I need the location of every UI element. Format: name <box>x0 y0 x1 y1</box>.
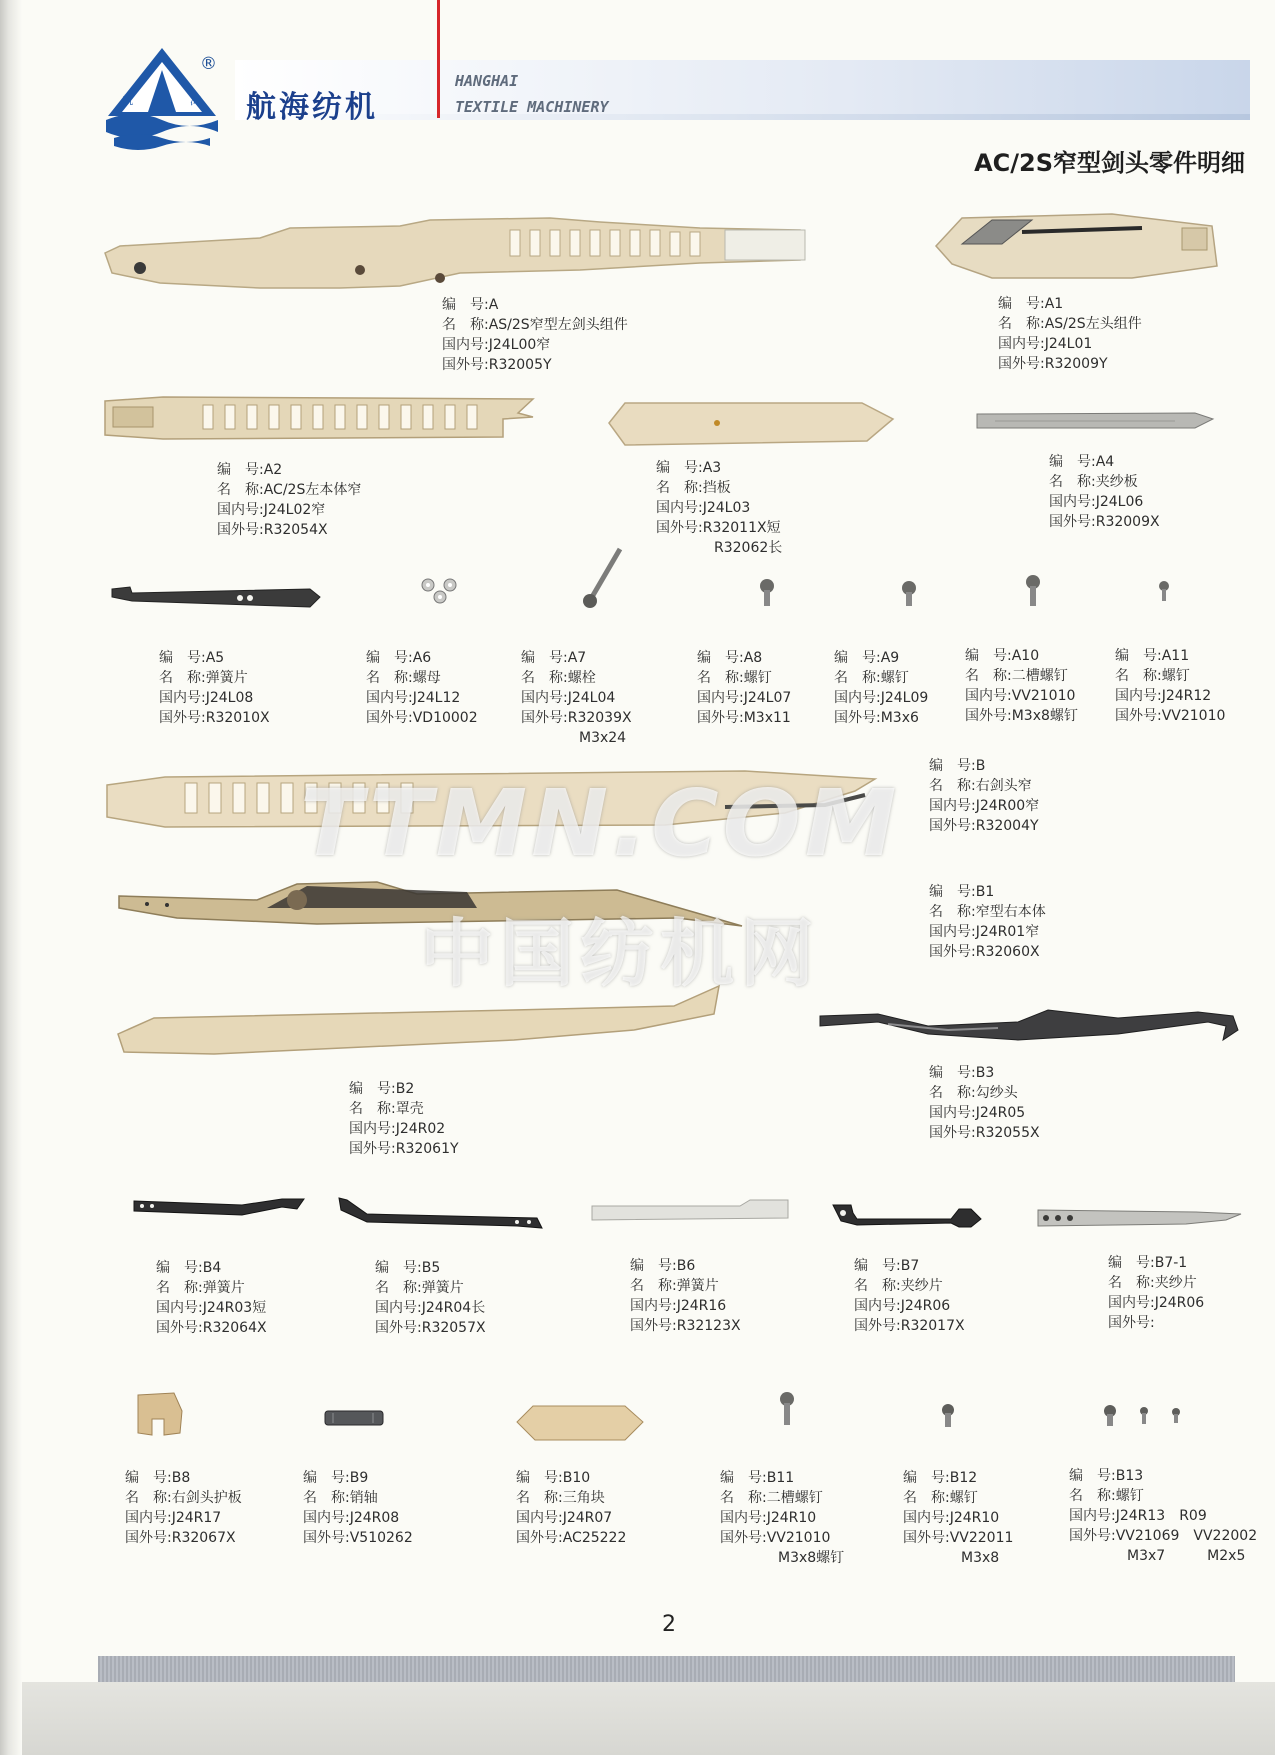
part-foreign-no: 国外号:R32061Y <box>349 1141 459 1157</box>
footer-shade <box>22 1682 1275 1755</box>
part-foreign-no: 国外号:AC25222 <box>516 1530 627 1546</box>
part-foreign-no-extra: M3x7 M2x5 <box>1127 1548 1246 1564</box>
part-image-A11 <box>1154 580 1174 604</box>
part-info-B6 <box>630 1256 741 1336</box>
part-foreign-no-extra: M3x8螺钉 <box>778 1550 845 1566</box>
part-name: 名 称:挡板 <box>656 480 731 496</box>
part-id: 编 号:A10 <box>965 648 1040 664</box>
part-domestic-no: 国内号:J24L12 <box>366 690 461 706</box>
part-name: 名 称:螺栓 <box>521 670 596 686</box>
part-foreign-no: 国外号:R32054X <box>217 522 328 538</box>
part-id: 编 号:B7-1 <box>1108 1255 1188 1271</box>
part-info-B7 <box>854 1256 965 1336</box>
part-foreign-no-extra: R32062长 <box>714 540 783 556</box>
part-id: 编 号:B12 <box>903 1470 978 1486</box>
part-image-B9 <box>323 1409 385 1429</box>
registered-mark: ® <box>200 54 217 74</box>
part-foreign-no: 国外号:R32009X <box>1049 514 1160 530</box>
part-domestic-no: 国内号:J24R00窄 <box>929 798 1040 814</box>
part-foreign-no: 国外号:M3x6 <box>834 710 919 726</box>
part-name: 名 称:二槽螺钉 <box>720 1490 823 1506</box>
brand-name-en-line2: TEXTILE MACHINERY <box>455 98 609 116</box>
part-info-B12 <box>903 1468 1013 1568</box>
part-name: 名 称:螺母 <box>366 670 441 686</box>
part-name: 名 称:夹纱片 <box>854 1278 943 1294</box>
part-info-B4 <box>156 1258 267 1338</box>
part-image-B11 <box>775 1391 799 1427</box>
part-name: 名 称:右剑头窄 <box>929 778 1032 794</box>
part-id: 编 号:A9 <box>834 650 900 666</box>
part-domestic-no: 国内号:J24R06 <box>854 1298 951 1314</box>
part-domestic-no: 国内号:J24R01窄 <box>929 924 1040 940</box>
part-info-A10 <box>965 646 1078 726</box>
part-domestic-no: 国内号:J24L07 <box>697 690 792 706</box>
part-image-A4 <box>975 410 1215 432</box>
part-domestic-no: 国内号:J24L08 <box>159 690 254 706</box>
part-name: 名 称:三角块 <box>516 1490 605 1506</box>
part-id: 编 号:A8 <box>697 650 763 666</box>
part-id: 编 号:A7 <box>521 650 587 666</box>
part-name: 名 称:右剑头护板 <box>125 1490 242 1506</box>
part-name: 名 称:螺钉 <box>834 670 909 686</box>
part-foreign-no: 国外号:R32060X <box>929 944 1040 960</box>
logo-char-left: 航 <box>122 94 133 107</box>
part-id: 编 号:B3 <box>929 1065 995 1081</box>
part-domestic-no: 国内号:J24R17 <box>125 1510 222 1526</box>
part-name: 名 称:螺钉 <box>1069 1488 1144 1504</box>
part-info-B1 <box>929 882 1046 962</box>
part-image-B4 <box>132 1195 307 1229</box>
part-domestic-no: 国内号:J24L00窄 <box>442 337 551 353</box>
part-info-A5 <box>159 648 270 728</box>
part-image-B10 <box>515 1402 645 1444</box>
header-red-divider <box>437 0 440 118</box>
page-title: AC/2S窄型剑头零件明细 <box>974 149 1245 177</box>
header-bar <box>235 60 1250 120</box>
part-id: 编 号:B2 <box>349 1081 415 1097</box>
part-id: 编 号:A5 <box>159 650 225 666</box>
brand-name-en <box>455 68 609 120</box>
part-domestic-no: 国内号:J24R06 <box>1108 1295 1205 1311</box>
part-info-A11 <box>1115 646 1225 726</box>
watermark-en: TTMN.COM <box>300 770 901 877</box>
part-domestic-no: 国内号:J24L01 <box>998 336 1093 352</box>
part-foreign-no: 国外号: <box>1108 1315 1155 1331</box>
brand-name-en-line1: HANGHAI <box>455 72 519 90</box>
part-info-B7-1 <box>1108 1253 1204 1333</box>
part-name: 名 称:夹纱片 <box>1108 1275 1197 1291</box>
part-name: 名 称:勾纱头 <box>929 1085 1018 1101</box>
part-info-A8 <box>697 648 791 728</box>
part-info-A4 <box>1049 452 1160 532</box>
part-domestic-no: 国内号:J24R10 <box>903 1510 1000 1526</box>
part-domestic-no: 国内号:J24R08 <box>303 1510 400 1526</box>
part-foreign-no: 国外号:M3x8螺钉 <box>965 708 1078 724</box>
part-domestic-no: 国内号:VV21010 <box>965 688 1076 704</box>
part-id: 编 号:B1 <box>929 884 995 900</box>
part-foreign-no: 国外号:R32010X <box>159 710 270 726</box>
part-domestic-no: 国内号:J24R04长 <box>375 1300 486 1316</box>
part-id: 编 号:B5 <box>375 1260 441 1276</box>
part-image-B6 <box>590 1198 790 1226</box>
part-foreign-no: 国外号:VV21010 <box>1115 708 1226 724</box>
part-name: 名 称:AS/2S窄型左剑头组件 <box>442 317 628 333</box>
part-info-B10 <box>516 1468 626 1548</box>
part-info-B13 <box>1069 1466 1257 1566</box>
part-foreign-no: 国外号:R32039X <box>521 710 632 726</box>
part-id: 编 号:B <box>929 758 986 774</box>
part-info-A6 <box>366 648 478 728</box>
part-foreign-no: 国外号:R32055X <box>929 1125 1040 1141</box>
part-domestic-no: 国内号:J24L04 <box>521 690 616 706</box>
part-image-B8 <box>134 1391 186 1437</box>
part-domestic-no: 国内号:J24L06 <box>1049 494 1144 510</box>
part-info-B3 <box>929 1063 1040 1143</box>
part-name: 名 称:销轴 <box>303 1490 378 1506</box>
part-name: 名 称:AC/2S左本体窄 <box>217 482 362 498</box>
part-image-A9 <box>896 580 922 610</box>
part-domestic-no: 国内号:J24R02 <box>349 1121 446 1137</box>
part-id: 编 号:B7 <box>854 1258 920 1274</box>
part-id: 编 号:B10 <box>516 1470 591 1486</box>
part-name: 名 称:弹簧片 <box>159 670 248 686</box>
part-name: 名 称:夹纱板 <box>1049 474 1138 490</box>
part-id: 编 号:A11 <box>1115 648 1190 664</box>
part-domestic-no: 国内号:J24R13 R09 <box>1069 1508 1207 1524</box>
part-info-B8 <box>125 1468 242 1548</box>
part-id: 编 号:B13 <box>1069 1468 1144 1484</box>
brand-name-cn: 航海纺机 <box>246 90 378 125</box>
part-name: 名 称:弹簧片 <box>156 1280 245 1296</box>
part-foreign-no-extra: M3x24 <box>579 730 627 746</box>
part-image-A8 <box>754 578 780 608</box>
part-foreign-no: 国外号:VV21069 VV22002 <box>1069 1528 1258 1544</box>
part-id: 编 号:B11 <box>720 1470 795 1486</box>
part-foreign-no: 国外号:R32064X <box>156 1320 267 1336</box>
part-name: 名 称:弹簧片 <box>630 1278 719 1294</box>
part-domestic-no: 国内号:J24L09 <box>834 690 929 706</box>
part-id: 编 号:B4 <box>156 1260 222 1276</box>
part-image-B13 <box>1100 1404 1186 1428</box>
part-id: 编 号:A2 <box>217 462 283 478</box>
part-image-A6 <box>418 575 463 605</box>
part-image-B7-1 <box>1036 1208 1244 1230</box>
part-info-B11 <box>720 1468 844 1568</box>
page-edge-shadow <box>0 0 22 1755</box>
part-info-B5 <box>375 1258 486 1338</box>
part-domestic-no: 国内号:J24L02窄 <box>217 502 326 518</box>
part-name: 名 称:罩壳 <box>349 1101 424 1117</box>
part-image-A <box>100 208 810 296</box>
part-image-B7 <box>831 1203 983 1231</box>
part-image-A1 <box>932 206 1222 284</box>
part-name: 名 称:窄型右本体 <box>929 904 1046 920</box>
part-info-B <box>929 756 1039 836</box>
part-foreign-no: 国外号:V510262 <box>303 1530 413 1546</box>
part-foreign-no: 国外号:M3x11 <box>697 710 791 726</box>
part-foreign-no-extra: M3x8 <box>961 1550 1000 1566</box>
part-foreign-no: 国外号:R32011X短 <box>656 520 781 536</box>
part-info-B2 <box>349 1079 459 1159</box>
part-image-A2 <box>103 393 538 443</box>
part-info-A3 <box>656 458 782 558</box>
part-info-A9 <box>834 648 928 728</box>
part-image-B3 <box>818 1004 1243 1050</box>
part-domestic-no: 国内号:J24R03短 <box>156 1300 267 1316</box>
part-name: 名 称:二槽螺钉 <box>965 668 1068 684</box>
part-foreign-no: 国外号:R32067X <box>125 1530 236 1546</box>
part-id: 编 号:B9 <box>303 1470 369 1486</box>
part-info-A <box>442 295 628 375</box>
part-info-A2 <box>217 460 361 540</box>
part-domestic-no: 国内号:J24R05 <box>929 1105 1026 1121</box>
part-domestic-no: 国内号:J24R07 <box>516 1510 613 1526</box>
part-id: 编 号:A4 <box>1049 454 1115 470</box>
part-info-B9 <box>303 1468 413 1548</box>
part-domestic-no: 国内号:J24R16 <box>630 1298 727 1314</box>
footer-bar <box>98 1656 1235 1682</box>
part-foreign-no: 国外号:R32123X <box>630 1318 741 1334</box>
part-info-A7 <box>521 648 632 748</box>
part-domestic-no: 国内号:J24R10 <box>720 1510 817 1526</box>
part-domestic-no: 国内号:J24L03 <box>656 500 751 516</box>
page-number: 2 <box>662 1612 676 1637</box>
part-name: 名 称:弹簧片 <box>375 1280 464 1296</box>
part-id: 编 号:A <box>442 297 499 313</box>
part-image-B12 <box>937 1403 959 1429</box>
part-image-A3 <box>607 399 895 449</box>
part-foreign-no: 国外号:R32057X <box>375 1320 486 1336</box>
part-foreign-no: 国外号:R32005Y <box>442 357 552 373</box>
logo-char-right: 海 <box>190 94 201 107</box>
watermark-cn: 中国纺机网 <box>420 911 820 997</box>
part-info-A1 <box>998 294 1142 374</box>
part-name: 名 称:螺钉 <box>697 670 772 686</box>
part-foreign-no: 国外号:R32017X <box>854 1318 965 1334</box>
part-name: 名 称:AS/2S左头组件 <box>998 316 1142 332</box>
part-id: 编 号:A3 <box>656 460 722 476</box>
part-image-B5 <box>337 1196 547 1232</box>
part-foreign-no: 国外号:VV22011 <box>903 1530 1014 1546</box>
part-foreign-no: 国外号:R32009Y <box>998 356 1108 372</box>
part-id: 编 号:A1 <box>998 296 1064 312</box>
part-image-A7 <box>580 545 630 610</box>
part-image-A5 <box>110 583 325 613</box>
part-domestic-no: 国内号:J24R12 <box>1115 688 1212 704</box>
part-foreign-no: 国外号:VV21010 <box>720 1530 831 1546</box>
part-id: 编 号:B8 <box>125 1470 191 1486</box>
part-name: 名 称:螺钉 <box>1115 668 1190 684</box>
part-name: 名 称:螺钉 <box>903 1490 978 1506</box>
part-foreign-no: 国外号:VD10002 <box>366 710 478 726</box>
part-foreign-no: 国外号:R32004Y <box>929 818 1039 834</box>
part-id: 编 号:B6 <box>630 1258 696 1274</box>
part-id: 编 号:A6 <box>366 650 432 666</box>
part-image-A10 <box>1020 574 1046 608</box>
